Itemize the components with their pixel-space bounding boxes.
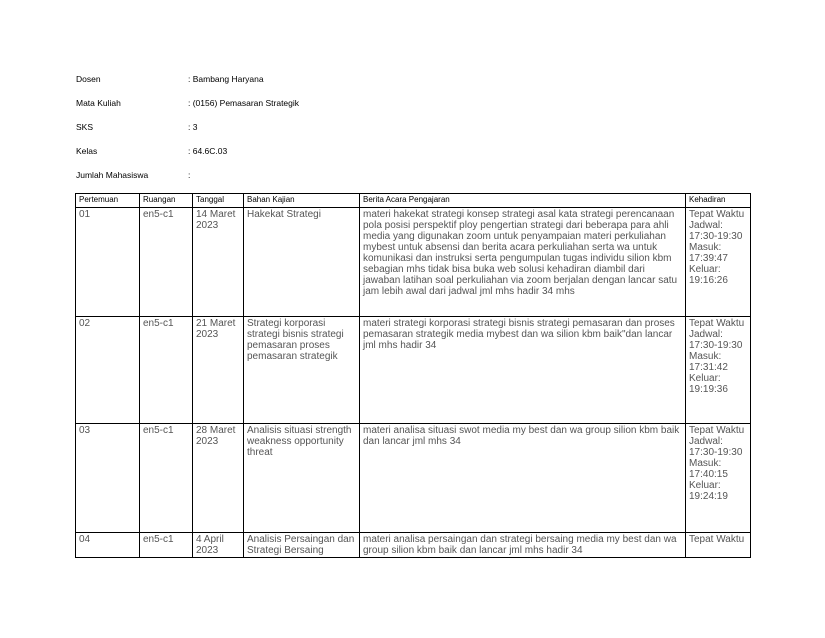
- table-header-row: [76, 194, 751, 208]
- table-row: [76, 208, 751, 317]
- ruangan-cell: en5-c1: [140, 533, 193, 558]
- header-kehadiran: Kehadiran: [686, 194, 751, 208]
- header-pertemuan: Pertemuan: [76, 194, 140, 208]
- tanggal-cell: 21 Maret 2023: [193, 317, 244, 424]
- matkul-label: Mata Kuliah: [76, 98, 121, 108]
- matkul-value: : (0156) Pemasaran Strategik: [188, 98, 300, 108]
- berita-acara-cell: materi analisa persaingan dan strategi bersaing media my best dan wa group silion kbm baik dan lancar jml mhs hadir 34: [360, 533, 686, 558]
- table-row: [76, 424, 751, 533]
- kehadiran-cell: Tepat Waktu Jadwal: 17:30-19:30 Masuk: 17:39:47 Keluar: 19:16:26: [686, 208, 751, 317]
- dosen-value: : Bambang Haryana: [188, 74, 264, 84]
- bahan-kajian-cell: Hakekat Strategi: [244, 208, 360, 317]
- berita-acara-cell: materi hakekat strategi konsep strategi asal kata strategi perencanaan pola posisi perspektif ploy pengertian strategi dari beberapa para ahli media yang digunakan zoom untuk penyampaian materi perkuliahan mybest untuk absensi dan berita acara perkuliahan serta wa untuk komunikasi dan instruksi serta pengumpulan tugas individu silion kbm sebagian mhs tidak bisa buka web solusi kehadiran diambil dari jawaban latihan soal perkuliahan via zoom berjalan dengan lancar satu jam lebih awal dari jadwal jml mhs hadir 34 mhs: [360, 208, 686, 317]
- table-row: [76, 317, 751, 424]
- ruangan-cell: en5-c1: [140, 317, 193, 424]
- header-bahan-kajian: Bahan Kajian: [244, 194, 360, 208]
- sks-label: SKS: [76, 122, 94, 132]
- jumlah-value: :: [188, 170, 191, 180]
- bahan-kajian-cell: Strategi korporasi strategi bisnis strategi pemasaran proses pemasaran strategik: [244, 317, 360, 424]
- ruangan-cell: en5-c1: [140, 424, 193, 533]
- tanggal-cell: 4 April 2023: [193, 533, 244, 558]
- header-ruangan: Ruangan: [140, 194, 193, 208]
- ruangan-cell: en5-c1: [140, 208, 193, 317]
- pertemuan-cell: 04: [76, 533, 140, 558]
- berita-acara-cell: materi strategi korporasi strategi bisnis strategi pemasaran dan proses pemasaran strategik media mybest dan wa silion kbm baik"dan lancar jml mhs hadir 34: [360, 317, 686, 424]
- pertemuan-cell: 01: [76, 208, 140, 317]
- header-tanggal: Tanggal: [193, 194, 244, 208]
- jumlah-label: Jumlah Mahasiswa: [76, 170, 149, 180]
- pertemuan-cell: 02: [76, 317, 140, 424]
- dosen-label: Dosen: [76, 74, 101, 84]
- kehadiran-cell: Tepat Waktu Jadwal: 17:30-19:30 Masuk: 17:40:15 Keluar: 19:24:19: [686, 424, 751, 533]
- pertemuan-cell: 03: [76, 424, 140, 533]
- tanggal-cell: 28 Maret 2023: [193, 424, 244, 533]
- kelas-label: Kelas: [76, 146, 98, 156]
- kehadiran-cell: Tepat Waktu: [686, 533, 751, 558]
- bahan-kajian-cell: Analisis Persaingan dan Strategi Bersaing: [244, 533, 360, 558]
- teaching-report-table: [75, 193, 751, 558]
- bahan-kajian-cell: Analisis situasi strength weakness opportunity threat: [244, 424, 360, 533]
- sks-value: : 3: [188, 122, 198, 132]
- berita-acara-cell: materi analisa situasi swot media my best dan wa group silion kbm baik dan lancar jml mhs 34: [360, 424, 686, 533]
- header-berita-acara: Berita Acara Pengajaran: [360, 194, 686, 208]
- tanggal-cell: 14 Maret 2023: [193, 208, 244, 317]
- kehadiran-cell: Tepat Waktu Jadwal: 17:30-19:30 Masuk: 17:31:42 Keluar: 19:19:36: [686, 317, 751, 424]
- table-row: [76, 533, 751, 558]
- kelas-value: : 64.6C.03: [188, 146, 228, 156]
